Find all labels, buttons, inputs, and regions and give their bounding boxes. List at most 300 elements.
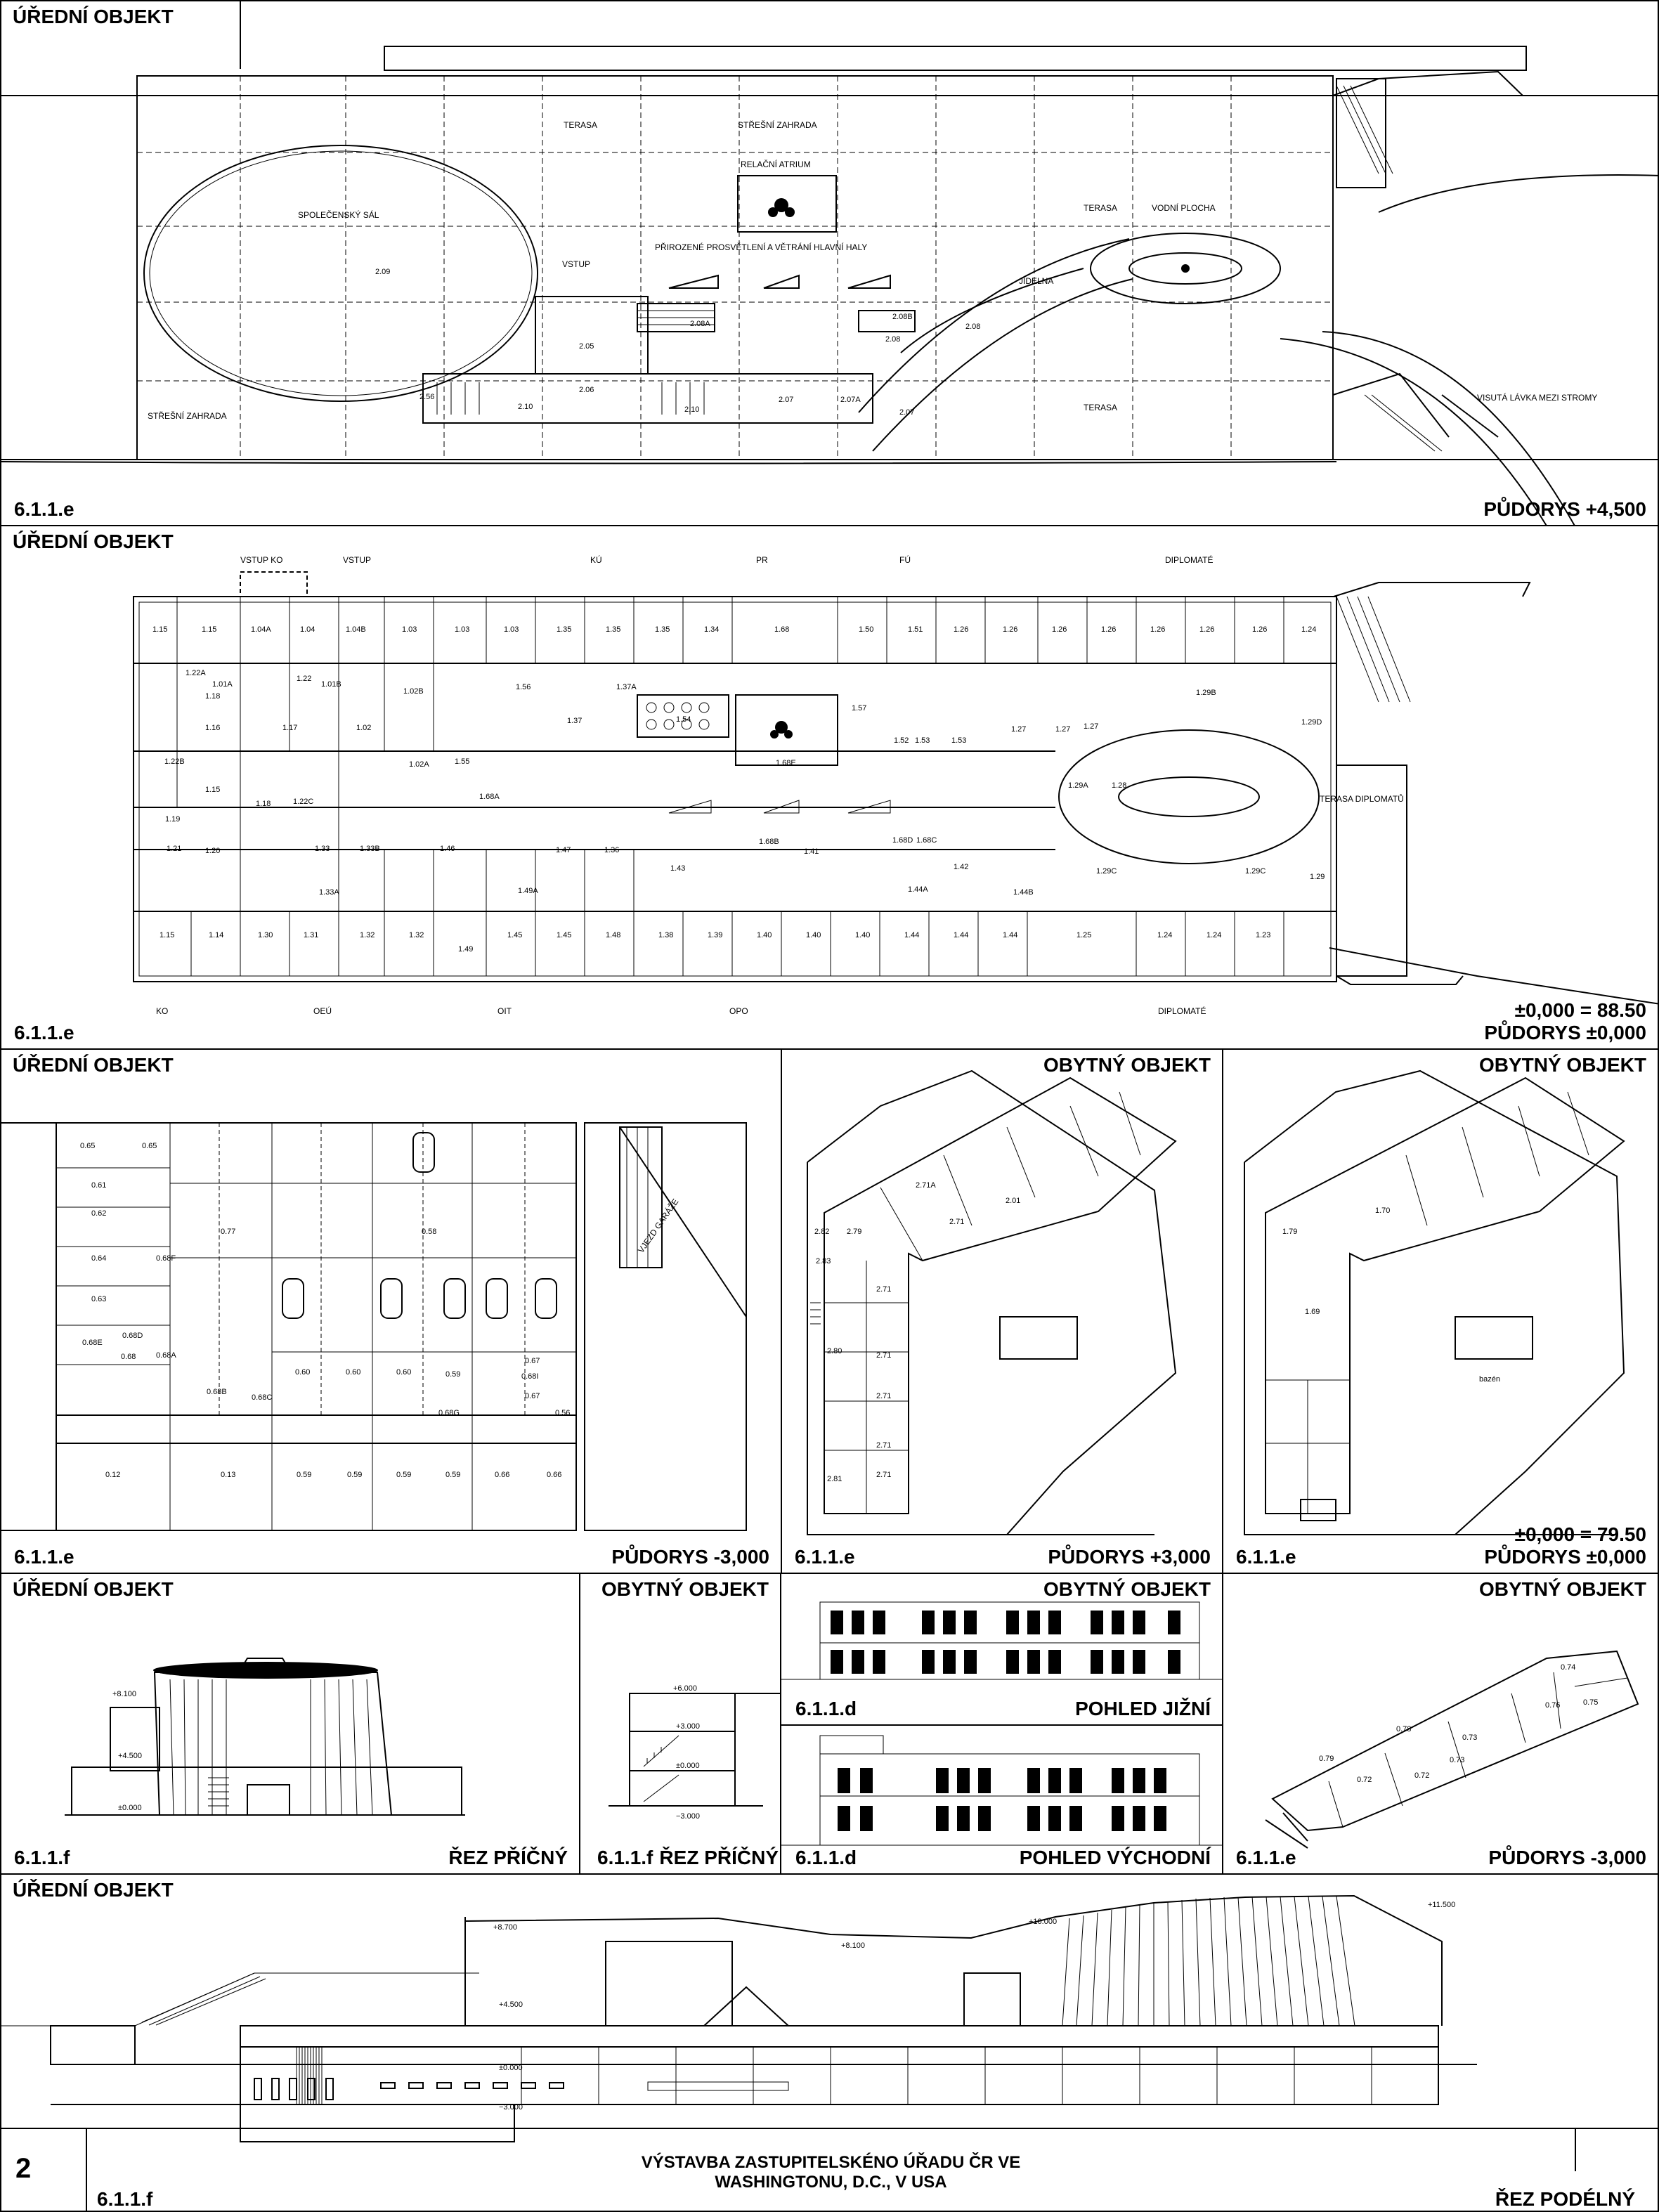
label-visuta-lavka: VISUTÁ LÁVKA MEZI STROMY [1477, 393, 1598, 403]
room-number: 2.08 [885, 335, 901, 344]
window [1112, 1611, 1124, 1634]
room-number: 1.26 [1101, 625, 1117, 634]
room-number: 1.32 [409, 931, 424, 939]
room-number: 2.71 [876, 1351, 892, 1360]
room-number: 2.05 [579, 342, 594, 351]
level-mark: ±0.000 [676, 1762, 700, 1770]
label-vodni-plocha: VODNÍ PLOCHA [1152, 203, 1216, 213]
drawing-caption: ŘEZ PODÉLNÝ [1495, 2188, 1635, 2210]
room-number: 2.56 [419, 393, 435, 401]
window [943, 1650, 956, 1674]
label-terasa-3: TERASA [1084, 403, 1118, 412]
room-number: 2.71 [876, 1285, 892, 1294]
room-number: 1.19 [165, 815, 181, 824]
window [1154, 1806, 1166, 1831]
window [1133, 1650, 1145, 1674]
level-mark: ±0.000 [499, 2064, 523, 2072]
room-number: 1.32 [360, 931, 375, 939]
level-mark: −3.000 [676, 1812, 700, 1821]
room-number: 1.48 [606, 931, 621, 939]
room-number: 0.68E [82, 1339, 103, 1347]
residential-cross-section [580, 1574, 781, 1875]
room-number: 1.33A [319, 888, 339, 897]
room-number: 1.22C [293, 798, 314, 806]
room-number: 1.03 [402, 625, 417, 634]
panel-title: OBYTNÝ OBJEKT [1043, 1578, 1211, 1600]
panel-east-elevation [780, 1724, 1223, 1875]
label-stresni-zahrada: STŘEŠNÍ ZAHRADA [738, 120, 817, 130]
room-number: 1.40 [806, 931, 821, 939]
room-number: 1.04A [251, 625, 271, 634]
room-number: 0.13 [221, 1471, 236, 1479]
room-number: 0.73 [1450, 1756, 1465, 1764]
room-number: 1.52 [894, 736, 909, 745]
room-number: 2.10 [684, 405, 700, 414]
window [1133, 1768, 1145, 1793]
room-number: 2.01 [1006, 1197, 1021, 1205]
project-title [1, 2153, 1659, 2192]
room-number: 0.74 [1561, 1663, 1576, 1672]
room-number: 0.60 [396, 1368, 412, 1377]
window [831, 1611, 843, 1634]
room-number: 1.68C [916, 836, 937, 845]
project-title-line-2: WASHINGTONU, D.C., V USA [715, 2173, 947, 2192]
label-fu: FÚ [899, 555, 911, 565]
room-number: 1.43 [670, 864, 686, 873]
room-number: 1.33B [360, 845, 380, 853]
room-number: 2.71 [876, 1471, 892, 1479]
room-number: 1.46 [440, 845, 455, 853]
room-number: 1.45 [507, 931, 523, 939]
room-number: 1.39 [708, 931, 723, 939]
room-number: 0.72 [1357, 1776, 1372, 1784]
window [1133, 1806, 1145, 1831]
room-number: 1.03 [455, 625, 470, 634]
label-vjezd-garaze: VJEZD GARÁŽE [635, 1197, 681, 1255]
floor-plan-plus4500 [1, 1, 1659, 526]
room-number: 1.57 [852, 704, 867, 713]
level-mark: +8.100 [112, 1690, 136, 1698]
room-number: 0.78 [1396, 1725, 1412, 1733]
label-ku: KÚ [590, 555, 602, 565]
level-mark: +10.000 [1029, 1918, 1058, 1926]
level-mark: +6.000 [673, 1684, 697, 1693]
room-number: 0.64 [91, 1254, 107, 1263]
room-number: 1.22 [297, 675, 312, 683]
room-number: 0.60 [295, 1368, 311, 1377]
window [936, 1768, 949, 1793]
window [957, 1768, 970, 1793]
room-number: 1.29B [1196, 689, 1216, 697]
drawing-caption: PŮDORYS +4,500 [1483, 498, 1646, 520]
room-number: 1.70 [1375, 1206, 1391, 1215]
room-number: 1.18 [205, 692, 221, 701]
window [873, 1650, 885, 1674]
window [978, 1806, 991, 1831]
room-number: 1.68E [776, 759, 796, 767]
room-number: 1.31 [304, 931, 319, 939]
room-number: 0.73 [1462, 1733, 1478, 1742]
drawing-code: 6.1.1.e [1236, 1847, 1296, 1868]
room-number: 1.21 [167, 845, 182, 853]
window [831, 1650, 843, 1674]
label-terasa: TERASA [564, 120, 598, 130]
label-terasa-diplomatu: TERASA DIPLOMATŮ [1320, 794, 1404, 804]
drawing-caption: PŮDORYS ±0,000 [1484, 1546, 1646, 1568]
room-number: 1.16 [205, 724, 221, 732]
room-number: 0.68F [156, 1254, 176, 1263]
room-number: 2.06 [579, 386, 594, 394]
drawing-code: 6.1.1.d [795, 1698, 857, 1719]
room-number: 0.59 [396, 1471, 412, 1479]
room-number: 0.12 [105, 1471, 121, 1479]
room-number: 0.68G [438, 1409, 460, 1417]
south-elevation [781, 1574, 1223, 1726]
window [873, 1611, 885, 1634]
drawing-caption: PŮDORYS -3,000 [611, 1546, 769, 1568]
room-number: 1.49A [518, 887, 538, 895]
panel-title: ÚŘEDNÍ OBJEKT [13, 1054, 174, 1076]
label-bazen: bazén [1479, 1375, 1500, 1384]
room-number: 1.01A [212, 680, 233, 689]
drawing-code: 6.1.1.d [795, 1847, 857, 1868]
room-number: 0.65 [80, 1142, 96, 1150]
room-number: 1.02B [403, 687, 424, 696]
room-number: 1.38 [658, 931, 674, 939]
room-number: 2.07 [779, 396, 794, 404]
drawing-caption: PŮDORYS -3,000 [1488, 1847, 1646, 1868]
room-number: 0.66 [495, 1471, 510, 1479]
drawing-caption: PŮDORYS ±0,000 [1484, 1022, 1646, 1043]
room-number: 2.82 [814, 1228, 830, 1236]
room-number: 0.59 [445, 1471, 461, 1479]
title-block [1, 2128, 1659, 2212]
room-number: 1.49 [458, 945, 474, 954]
drawing-code: 6.1.1.e [14, 1022, 74, 1043]
level-mark: +4.500 [499, 2000, 523, 2009]
window [1027, 1650, 1040, 1674]
room-number: 1.15 [160, 931, 175, 939]
room-number: 1.37A [616, 683, 637, 691]
residential-basement-plan [1223, 1574, 1659, 1875]
label-diplomate-top: DIPLOMATÉ [1165, 555, 1214, 565]
level-mark: +8.700 [493, 1923, 517, 1932]
panel-title: OBYTNÝ OBJEKT [1043, 1054, 1211, 1076]
level-mark: +11.500 [1428, 1901, 1456, 1909]
label-vstup: VSTUP [343, 555, 372, 565]
room-number: 1.04B [346, 625, 366, 634]
room-number: 0.65 [142, 1142, 157, 1150]
room-number: 1.26 [1052, 625, 1067, 634]
room-number: 1.56 [516, 683, 531, 691]
label-vstup-ko: VSTUP KO [240, 555, 283, 565]
label-vstup: VSTUP [562, 259, 591, 269]
room-number: 1.35 [655, 625, 670, 634]
room-number: 1.15 [205, 786, 221, 794]
room-number: 2.08 [965, 323, 981, 331]
room-number: 0.61 [91, 1181, 107, 1190]
window [957, 1806, 970, 1831]
room-labels [152, 625, 1325, 954]
room-labels [1319, 1663, 1598, 1784]
room-number: 1.23 [1256, 931, 1271, 939]
level-note: ±0,000 = 79.50 [1514, 1523, 1646, 1545]
drawing-caption: ŘEZ PŘÍČNÝ [659, 1847, 779, 1868]
window [964, 1650, 977, 1674]
window [1048, 1768, 1061, 1793]
drawing-caption: POHLED JIŽNÍ [1075, 1698, 1211, 1719]
window [1154, 1768, 1166, 1793]
level-mark: +4.500 [118, 1752, 142, 1760]
room-number: 1.29C [1245, 867, 1266, 876]
room-number: 1.17 [282, 724, 298, 732]
room-number: 1.53 [951, 736, 967, 745]
room-number: 1.42 [954, 863, 969, 871]
room-labels [1282, 1206, 1390, 1316]
window [838, 1806, 850, 1831]
room-number: 0.66 [547, 1471, 562, 1479]
label-prirozene-prosvetleni: PŘIROZENÉ PROSVĚTLENÍ A VĚTRÁNÍ HLAVNÍ HALY [655, 242, 868, 252]
window-group [838, 1768, 1166, 1831]
room-number: 1.02A [409, 760, 429, 769]
panel-plan-minus3000 [0, 1048, 782, 1574]
room-number: 1.47 [556, 846, 571, 854]
drawing-code: 6.1.1.e [1236, 1546, 1296, 1568]
room-number: 1.26 [1199, 625, 1215, 634]
room-number: 1.68D [892, 836, 913, 845]
room-number: 1.27 [1011, 725, 1027, 734]
drawing-code: 6.1.1.e [14, 498, 74, 520]
room-number: 1.20 [205, 847, 221, 855]
room-number: 1.29A [1068, 781, 1088, 790]
window [936, 1806, 949, 1831]
room-number: 1.26 [954, 625, 969, 634]
room-number: 1.22B [164, 757, 185, 766]
room-number: 1.22A [186, 669, 206, 677]
window [1168, 1611, 1180, 1634]
label-jidelna: JÍDELNA [1019, 276, 1054, 286]
room-number: 0.59 [297, 1471, 312, 1479]
room-number: 1.45 [557, 931, 572, 939]
room-number: 0.62 [91, 1209, 107, 1218]
residential-plan-ground [1223, 1050, 1659, 1574]
panel-residential-plus3000 [781, 1048, 1223, 1574]
room-number: 0.72 [1414, 1771, 1430, 1780]
room-number: 0.58 [422, 1228, 437, 1236]
room-number: 1.40 [757, 931, 772, 939]
room-number: 1.68 [774, 625, 790, 634]
panel-south-elevation [780, 1573, 1223, 1726]
window [1112, 1806, 1124, 1831]
sheet-number: 2 [15, 2153, 32, 2184]
panel-title: OBYTNÝ OBJEKT [1478, 1578, 1646, 1600]
room-number: 0.67 [525, 1392, 540, 1400]
window-group [831, 1611, 1180, 1674]
project-title-line-1: VÝSTAVBA ZASTUPITELSKÉNO ÚŘADU ČR VE [641, 2153, 1021, 2172]
residential-plan-plus3000 [782, 1050, 1223, 1574]
window [978, 1768, 991, 1793]
room-number: 1.24 [1206, 931, 1222, 939]
window [1091, 1611, 1103, 1634]
room-number: 0.56 [555, 1409, 571, 1417]
room-labels [80, 1142, 570, 1479]
room-number: 1.68B [759, 838, 779, 846]
panel-residential-ground [1222, 1048, 1659, 1574]
panel-title: ÚŘEDNÍ OBJEKT [13, 531, 174, 552]
room-number: 0.68I [521, 1372, 539, 1381]
room-number: 1.51 [908, 625, 923, 634]
label-pr: PR [756, 555, 768, 565]
room-number: 0.59 [445, 1370, 461, 1379]
window [1069, 1768, 1082, 1793]
window [1027, 1806, 1040, 1831]
panel-plan-plus4500 [0, 0, 1659, 526]
room-number: 1.14 [209, 931, 224, 939]
room-number: 0.67 [525, 1357, 540, 1365]
room-number: 1.28 [1112, 781, 1127, 790]
east-elevation [781, 1726, 1223, 1875]
drawing-code: 6.1.1.f [597, 1847, 653, 1868]
drawing-code: 6.1.1.e [14, 1546, 74, 1568]
room-number: 0.63 [91, 1295, 107, 1303]
room-number: 1.40 [855, 931, 871, 939]
window [852, 1650, 864, 1674]
window [1168, 1650, 1180, 1674]
label-relacni-atrium: RELAČNÍ ATRIUM [741, 160, 811, 169]
window [1091, 1650, 1103, 1674]
room-number: 2.79 [847, 1228, 862, 1236]
drawing-caption: ŘEZ PŘÍČNÝ [448, 1847, 568, 1868]
room-number: 1.36 [604, 846, 620, 854]
label-oeu: OEÚ [313, 1006, 332, 1016]
room-number: 1.41 [804, 847, 819, 856]
window [1112, 1768, 1124, 1793]
room-number: 2.71 [949, 1218, 965, 1226]
floor-plan-ground [1, 526, 1659, 1050]
room-number: 1.25 [1076, 931, 1092, 939]
drawing-code: 6.1.1.f [14, 1847, 70, 1868]
panel-title: OBYTNÝ OBJEKT [1478, 1054, 1646, 1076]
level-note: ±0,000 = 88.50 [1514, 999, 1646, 1021]
room-number: 1.55 [455, 757, 470, 766]
room-number: 1.29C [1096, 867, 1117, 876]
room-number: 1.53 [915, 736, 930, 745]
room-number: 1.27 [1084, 722, 1099, 731]
panel-residential-cross-section [579, 1573, 781, 1875]
room-number: 1.37 [567, 717, 583, 725]
room-number: 0.60 [346, 1368, 361, 1377]
room-number: 1.35 [557, 625, 572, 634]
panel-residential-minus3000 [1222, 1573, 1659, 1875]
window [1006, 1611, 1019, 1634]
room-number: 1.26 [1150, 625, 1166, 634]
room-number: 1.02 [356, 724, 372, 732]
room-number: 0.68 [121, 1353, 136, 1361]
room-number: 2.07A [840, 396, 861, 404]
window [1048, 1611, 1061, 1634]
room-number: 2.81 [827, 1475, 842, 1483]
panel-title: ÚŘEDNÍ OBJEKT [13, 1879, 174, 1901]
panel-longitudinal-section [0, 1873, 1659, 2212]
panel-title: ÚŘEDNÍ OBJEKT [13, 1578, 174, 1600]
window [852, 1611, 864, 1634]
room-number: 0.77 [221, 1228, 236, 1236]
window [1027, 1768, 1040, 1793]
window [1069, 1806, 1082, 1831]
room-number: 1.50 [859, 625, 874, 634]
room-number: 1.34 [704, 625, 720, 634]
window [1133, 1611, 1145, 1634]
room-number: 0.59 [347, 1471, 363, 1479]
room-number: 1.15 [202, 625, 217, 634]
room-number: 1.35 [606, 625, 621, 634]
window [1048, 1650, 1061, 1674]
room-number: 1.44A [908, 885, 928, 894]
label-ko: KO [156, 1006, 169, 1016]
room-number: 2.83 [816, 1257, 831, 1266]
room-number: 1.30 [258, 931, 273, 939]
window [860, 1768, 873, 1793]
room-number: 1.33 [315, 845, 330, 853]
room-number: 0.68A [156, 1351, 176, 1360]
label-spolecensky-sal: SPOLEČENSKÝ SÁL [298, 210, 379, 220]
room-number: 0.79 [1319, 1755, 1334, 1763]
room-number: 1.29 [1310, 873, 1325, 881]
panel-office-cross-section [0, 1573, 580, 1875]
room-number: 2.71 [876, 1392, 892, 1400]
room-labels [814, 1181, 1020, 1483]
room-number: 0.76 [1545, 1701, 1561, 1710]
drawing-code: 6.1.1.f [97, 2188, 153, 2210]
room-number: 1.79 [1282, 1228, 1298, 1236]
window [922, 1611, 935, 1634]
level-mark: ±0.000 [118, 1804, 142, 1812]
room-number: 0.68D [122, 1332, 143, 1340]
room-number: 1.44B [1013, 888, 1034, 897]
window [1006, 1650, 1019, 1674]
label-opo: OPO [729, 1006, 748, 1016]
window [1112, 1650, 1124, 1674]
room-number: 1.24 [1301, 625, 1317, 634]
window [922, 1650, 935, 1674]
drawing-caption: PŮDORYS +3,000 [1048, 1546, 1211, 1568]
room-number: 1.44 [1003, 931, 1018, 939]
office-cross-section [1, 1574, 580, 1875]
room-number: 1.68A [479, 793, 500, 801]
panel-title: OBYTNÝ OBJEKT [601, 1578, 769, 1600]
label-oit: OIT [497, 1006, 512, 1016]
window [838, 1768, 850, 1793]
window [1027, 1611, 1040, 1634]
room-number: 2.08A [690, 320, 710, 328]
drawing-caption: POHLED VÝCHODNÍ [1019, 1847, 1211, 1868]
label-stresni-zahrada-2: STŘEŠNÍ ZAHRADA [148, 411, 227, 421]
garage-plan [1, 1050, 782, 1574]
panel-plan-ground [0, 525, 1659, 1050]
level-mark: +8.100 [841, 1941, 865, 1950]
level-mark: +3.000 [676, 1722, 700, 1731]
room-number: 0.68C [252, 1393, 273, 1402]
room-number: 1.26 [1003, 625, 1018, 634]
room-number: 2.71A [916, 1181, 936, 1190]
room-number: 1.69 [1305, 1308, 1320, 1316]
window [943, 1611, 956, 1634]
room-number: 1.26 [1252, 625, 1268, 634]
room-number: 2.08B [892, 313, 913, 321]
room-number: 2.10 [518, 403, 533, 411]
room-number: 2.71 [876, 1441, 892, 1450]
window [1048, 1806, 1061, 1831]
